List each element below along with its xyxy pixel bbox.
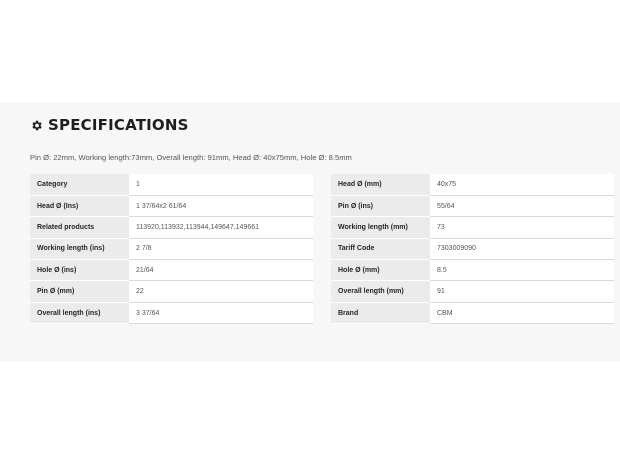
table-row	[331, 281, 614, 302]
spec-value: 3 37/64	[129, 302, 313, 323]
section-heading	[30, 115, 189, 135]
spec-label: Pin Ø (ins)	[331, 195, 430, 216]
spec-value: 21/64	[129, 260, 313, 281]
spec-label: Working length (ins)	[30, 238, 129, 259]
table-row	[331, 260, 614, 281]
section-title: SPECIFICATIONS	[48, 116, 189, 134]
spec-label: Head Ø (Ins)	[30, 195, 129, 216]
spec-label: Working length (mm)	[331, 217, 430, 238]
table-row	[331, 302, 614, 323]
specs-table-right	[331, 174, 614, 324]
gear-icon	[30, 119, 43, 132]
table-row	[30, 217, 313, 238]
spec-summary: Pin Ø: 22mm, Working length:73mm, Overall length: 91mm, Head Ø: 40x75mm, Hole Ø: 8.5mm	[30, 153, 352, 162]
spec-label: Brand	[331, 302, 430, 323]
spec-value: 2 7/8	[129, 238, 313, 259]
spec-label: Overall length (mm)	[331, 281, 430, 302]
spec-label: Head Ø (mm)	[331, 174, 430, 195]
spec-value: 1	[129, 174, 313, 195]
spec-label: Overall length (ins)	[30, 302, 129, 323]
table-row	[30, 281, 313, 302]
spec-value: 8.5	[430, 260, 614, 281]
spec-label: Related products	[30, 217, 129, 238]
spec-label: Tariff Code	[331, 238, 430, 259]
spec-value: 73	[430, 217, 614, 238]
table-row	[30, 238, 313, 259]
spec-value: 113920,113932,113944,149647,149661	[129, 217, 313, 238]
spec-label: Category	[30, 174, 129, 195]
table-row	[30, 195, 313, 216]
table-row	[30, 302, 313, 323]
spec-label: Pin Ø (mm)	[30, 281, 129, 302]
spec-value: 40x75	[430, 174, 614, 195]
spec-value: CBM	[430, 302, 614, 323]
table-row	[331, 217, 614, 238]
table-row	[331, 174, 614, 195]
spec-value: 1 37/64x2 61/64	[129, 195, 313, 216]
spec-label: Hole Ø (ins)	[30, 260, 129, 281]
specs-table-left	[30, 174, 313, 324]
spec-value: 7303009090	[430, 238, 614, 259]
spec-value: 55/64	[430, 195, 614, 216]
table-row	[331, 195, 614, 216]
table-row	[30, 174, 313, 195]
spec-value: 91	[430, 281, 614, 302]
table-row	[30, 260, 313, 281]
spec-label: Hole Ø (mm)	[331, 260, 430, 281]
spec-value: 22	[129, 281, 313, 302]
table-row	[331, 238, 614, 259]
